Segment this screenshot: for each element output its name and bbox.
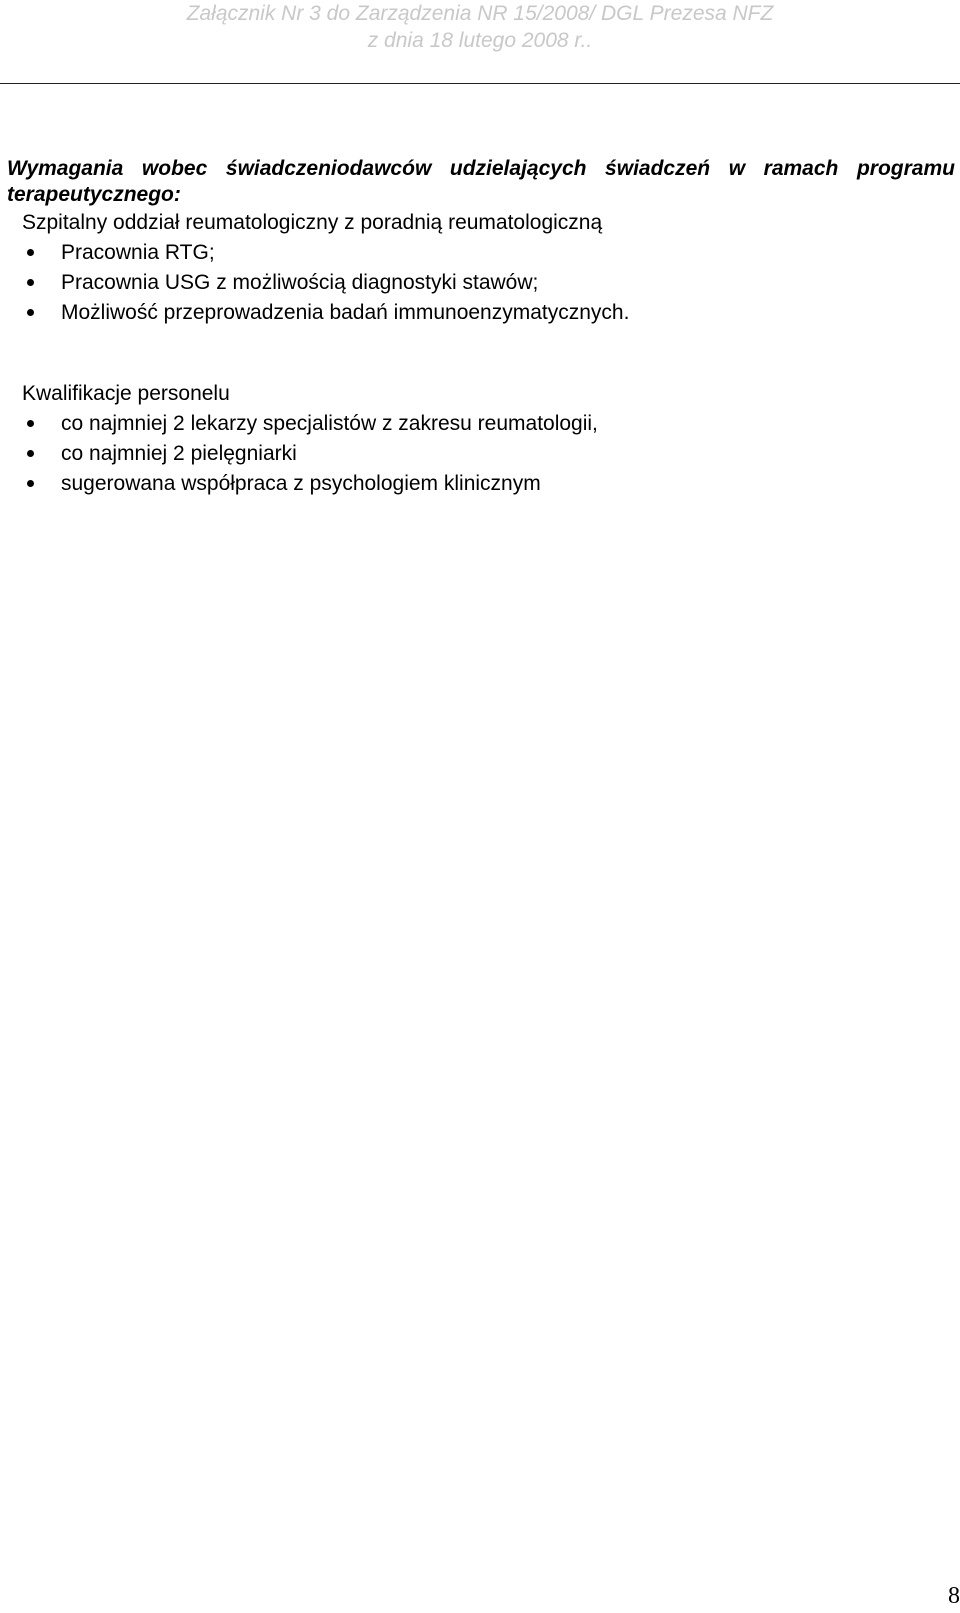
header-annex-line: Załącznik Nr 3 do Zarządzenia NR 15/2008/ DGL Prezesa NFZ [186, 2, 774, 25]
page-number: 8 [948, 1583, 960, 1609]
bullet-icon [27, 420, 34, 427]
header-date-line: z dnia 18 lutego 2008 r.. [367, 29, 593, 52]
list-item-text: Możliwość przeprowadzenia badań immunoenzymatycznych. [61, 301, 630, 324]
header-divider [0, 83, 960, 84]
bullet-icon [27, 480, 34, 487]
bullet-icon [27, 309, 34, 316]
list-item-text: Pracownia RTG; [61, 241, 215, 264]
bullet-icon [27, 450, 34, 457]
bullet-icon [27, 249, 34, 256]
bullet-icon [27, 279, 34, 286]
list-item-text: Pracownia USG z możliwością diagnostyki stawów; [61, 271, 539, 294]
list-item-text: sugerowana współpraca z psychologiem klinicznym [61, 472, 541, 495]
qualifications-heading: Kwalifikacje personelu [22, 382, 230, 405]
list-item-text: co najmniej 2 pielęgniarki [61, 442, 297, 465]
requirements-intro: Szpitalny oddział reumatologiczny z poradnią reumatologiczną [22, 211, 603, 234]
list-item-text: co najmniej 2 lekarzy specjalistów z zakresu reumatologii, [61, 412, 598, 435]
requirements-title: Wymagania wobec świadczeniodawców udzielających świadczeń w ramach programu terapeutycznego: [7, 157, 955, 206]
